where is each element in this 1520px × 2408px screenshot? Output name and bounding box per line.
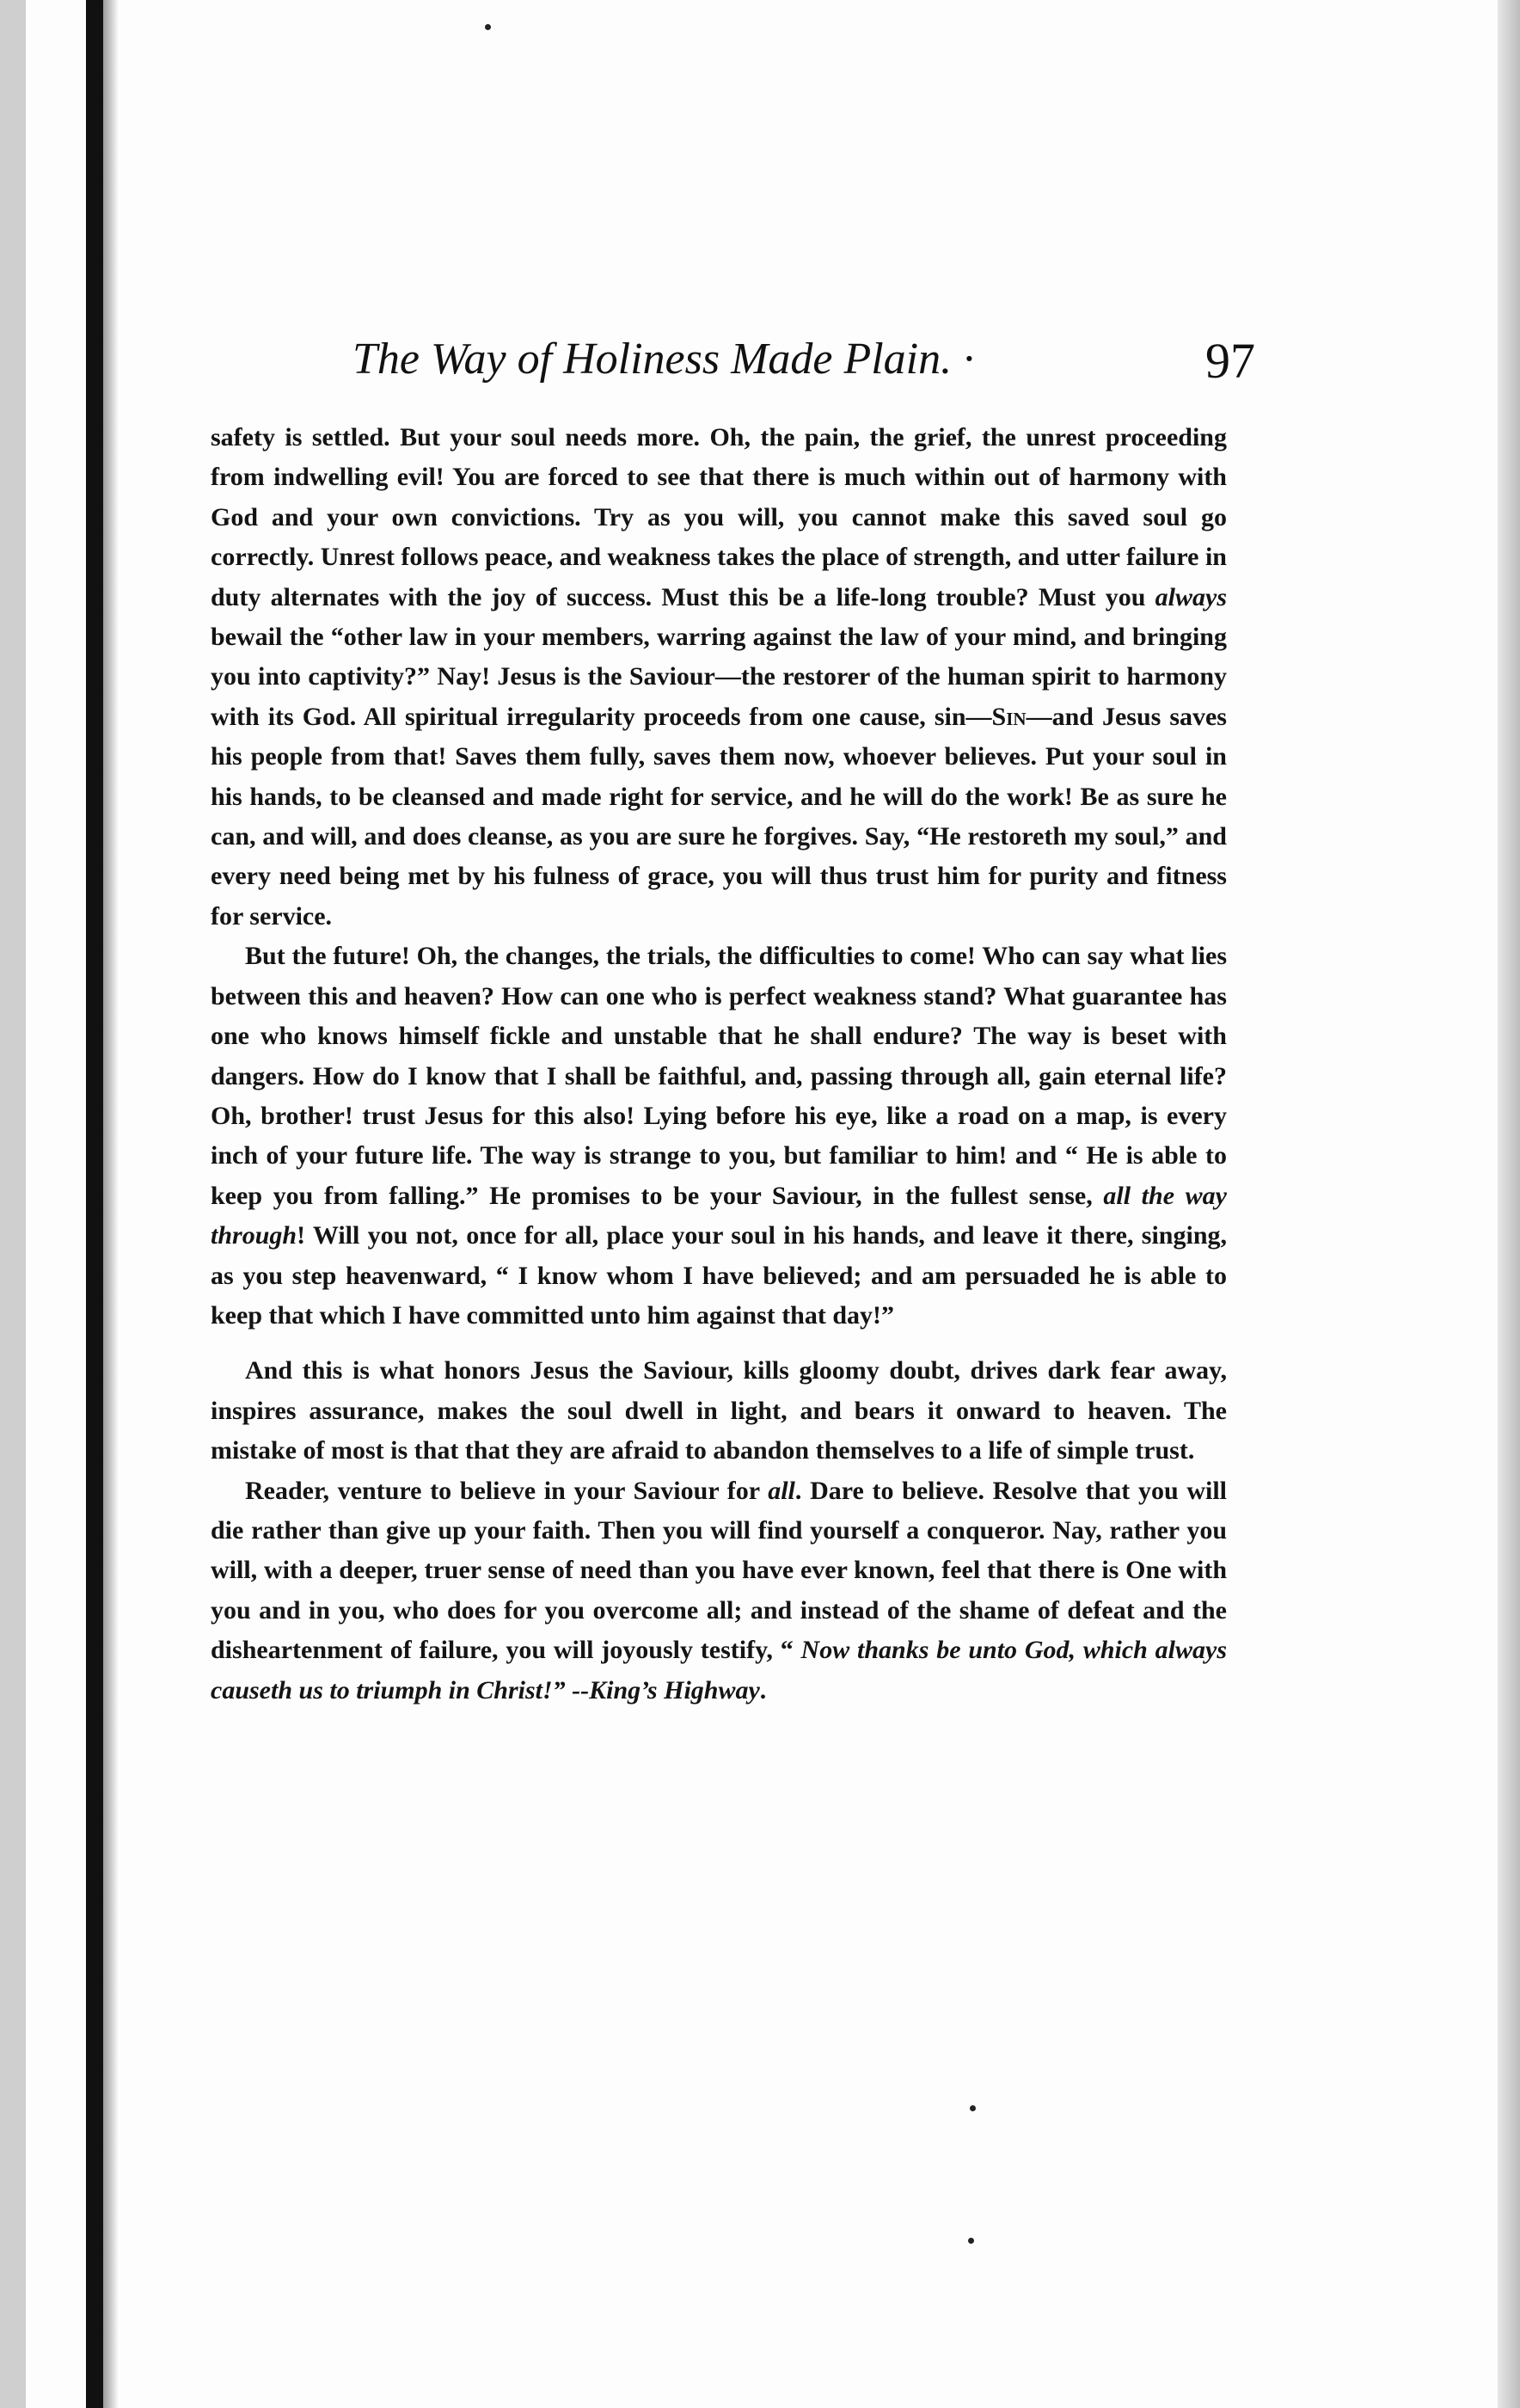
text-run: ! Will you not, once for all, place your soul in his hands, and leave it there, singing, as you step heavenward, “ I know whom I have believed; and am persuaded he is able to keep that which I have committed unto him against that day!” <box>211 1221 1227 1330</box>
paragraph <box>211 1351 1227 1471</box>
text-run: . <box>759 1675 767 1705</box>
italic-text: all <box>768 1476 795 1505</box>
text-run: bewail the “other law in your members, warring against the law of your mind, and bringing you into captivity?” Nay! Jesus is the Saviour—the restorer of the human spirit to harmony with its God. All spiritual irregularity proceeds from one cause, sin— <box>211 623 1227 731</box>
text-run: Reader, venture to believe in your Saviour for <box>245 1476 769 1505</box>
binding-shadow <box>86 0 103 2408</box>
ink-speck <box>970 2105 976 2111</box>
paragraph <box>211 937 1227 1336</box>
running-title: The Way of Holiness Made Plain. · <box>352 335 975 384</box>
italic-text: all the way through <box>211 1181 1227 1250</box>
binding-gradient <box>103 0 119 2408</box>
body-text <box>211 418 1227 1711</box>
text-run: And this is what honors Jesus the Saviour, kills gloomy doubt, drives dark fear away, inspires assurance, makes the soul dwell in light, and bears it onward to heaven. The mistake of most is that that they are afraid to abandon themselves to a life of simple trust. <box>211 1356 1227 1465</box>
scan-left-margin <box>0 0 26 2408</box>
paragraph <box>211 418 1227 937</box>
small-caps-text: Sin <box>991 702 1027 731</box>
page-number: 97 <box>1205 333 1255 389</box>
paragraph <box>211 1471 1227 1711</box>
italic-text: always <box>1155 582 1227 611</box>
ink-speck <box>968 2238 974 2244</box>
ink-speck <box>485 24 491 30</box>
running-header <box>352 334 1255 402</box>
text-run: . Dare to believe. Resolve that you will die rather than give up your faith. Then you will find yourself a conqueror. Nay, rather you will, with a deeper, truer sense of need than you have ever known, feel that there is One with you and in you, who does for you overcome all; and instead of the shame of defeat and the disheartenment of failure, you will joyously testify, “ <box>211 1476 1227 1665</box>
text-run: safety is settled. But your soul needs more. Oh, the pain, the grief, the unrest proceeding from indwelling evil! You are forced to see that there is much within out of harmony with God and your own convictions. Try as you will, you cannot make this saved soul go correctly. Unrest follows peace, and weakness takes the place of strength, and utter failure in duty alternates with the joy of success. Must this be a life-long trouble? Must you <box>211 423 1227 611</box>
page-right-edge <box>1498 0 1520 2408</box>
text-run: —and Jesus saves his people from that! Saves them fully, saves them now, whoever believes. Put your soul in his hands, to be cleansed and made right for service, and he will do the work! Be as sure he can, and will, and does cleanse, as you are sure he forgives. Say, “He restoreth my soul,” and every need being met by his fulness of grace, you will thus trust him for purity and fitness for service. <box>211 702 1227 931</box>
italic-text: Now thanks be unto God, which always causeth us to triumph in Christ!” --King’s Highway <box>211 1636 1227 1705</box>
text-run: But the future! Oh, the changes, the trials, the difficulties to come! Who can say what lies between this and heaven? How can one who is perfect weakness stand? What guarantee has one who knows himself fickle and unstable that he shall endure? The way is beset with dangers. How do I know that I shall be faithful, and, passing through all, gain eternal life? Oh, brother! trust Jesus for this also! Lying before his eye, like a road on a map, is every inch of your future life. The way is strange to you, but familiar to him! and “ He is able to keep you from falling.” He promises to be your Saviour, in the fullest sense, <box>211 942 1227 1210</box>
